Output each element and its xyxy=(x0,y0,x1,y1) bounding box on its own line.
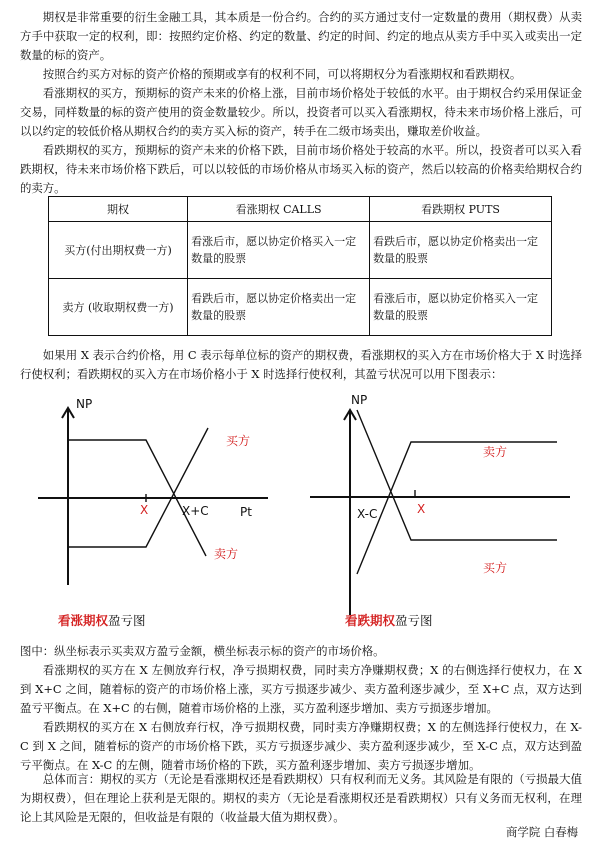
call-x-axis-label: Pt xyxy=(240,505,252,519)
table-header-row xyxy=(49,197,552,222)
call-buyer-line xyxy=(68,428,208,547)
put-breakeven-label: X-C xyxy=(357,507,378,521)
put-payoff-diagram xyxy=(305,390,575,635)
table-cell: 看跌后市，愿以协定价格卖出一定数量的股票 xyxy=(370,222,552,279)
put-diagram-caption: 看跌期权盈亏图 xyxy=(345,613,433,628)
call-buyer-label: 买方 xyxy=(226,434,251,448)
put-seller-line xyxy=(357,442,557,574)
put-seller-label: 卖方 xyxy=(483,445,508,459)
table-row xyxy=(49,222,552,279)
call-strike-label: X xyxy=(140,503,149,517)
put-y-axis-label: NP xyxy=(351,393,368,407)
call-breakeven-label: X+C xyxy=(182,504,209,518)
paragraph-classification: 按照合约买方对标的资产价格的预期或享有的权利不同，可以将期权分为看涨期权和看跌期权。 xyxy=(42,67,522,81)
table-header-cell: 看涨期权 CALLS xyxy=(188,197,370,222)
paragraph-call-explanation: 看涨期权的买方在 X 左侧放弃行权，净亏损期权费，同时卖方净赚期权费；X 的右侧选择行使权力，在 X 到 X+C 之间，随着标的资产的市场价格上涨，买方亏损逐步减少、卖方盈利逐步减少，至 X+C 点，双方达到盈亏平衡点。在 X+C 的右侧，随着市场价格的上涨，买方盈利逐步增加、卖方亏损逐步增加。 xyxy=(20,663,582,715)
table-cell: 看涨后市，愿以协定价格买入一定数量的股票 xyxy=(188,222,370,279)
table-row xyxy=(49,279,552,336)
paragraph-diagram-note: 图中：纵坐标表示买卖双方盈亏金额，横坐标表示标的资产的市场价格。 xyxy=(20,644,385,658)
options-table xyxy=(48,196,552,336)
put-strike-label: X xyxy=(417,502,426,516)
table-cell: 看跌后市，愿以协定价格卖出一定数量的股票 xyxy=(188,279,370,336)
put-buyer-line xyxy=(357,410,557,540)
paragraph-put-buyer: 看跌期权的买方，预期标的资产未来的价格下跌，目前市场价格处于较高的水平。所以，投资者可以买入看跌期权，待未来市场价格下跌后，可以以较低的市场价格从市场买入标的资产，然后以较高的价格卖给期权合约的卖方。 xyxy=(20,143,582,195)
paragraph-diagram-intro: 如果用 X 表示合约价格，用 C 表示每单位标的资产的期权费，看涨期权的买入方在市场价格大于 X 时选择行使权利；看跌期权的买入方在市场价格小于 X 时选择行使权利，其盈亏状况可以用下图表示： xyxy=(20,348,582,381)
call-seller-label: 卖方 xyxy=(214,547,239,561)
paragraph-summary: 总体而言：期权的买方（无论是看涨期权还是看跌期权）只有权利而无义务。其风险是有限的（亏损最大值为期权费），但在理论上获利是无限的。期权的卖方（无论是看涨期权还是看跌期权）只有义务而无权利，在理论上其风险是无限的，但收益是有限的（收益最大值为期权费）。 xyxy=(20,772,582,824)
table-cell: 买方(付出期权费一方) xyxy=(49,222,188,279)
author-signature: 商学院 白春梅 xyxy=(506,825,578,839)
table-cell: 卖方 (收取期权费一方) xyxy=(49,279,188,336)
call-y-axis-label: NP xyxy=(76,397,93,411)
table-header-cell: 看跌期权 PUTS xyxy=(370,197,552,222)
paragraph-put-explanation: 看跌期权的买方在 X 右侧放弃行权，净亏损期权费，同时卖方净赚期权费；X 的左侧选择行使权力，在 X-C 到 X 之间，随着标的资产的市场价格下跌，买方亏损逐步减少、卖方盈利逐步减少，至 X-C 点，双方达到盈亏平衡点。在 X-C 的左侧，随着市场价格的下跌，买方盈利逐步增加、卖方亏损逐步增加。 xyxy=(20,720,582,772)
table-cell: 看涨后市，愿以协定价格买入一定数量的股票 xyxy=(370,279,552,336)
call-payoff-diagram xyxy=(28,390,278,635)
paragraph-call-buyer: 看涨期权的买方，预期标的资产未来的价格上涨，目前市场价格处于较低的水平。由于期权合约采用保证金交易，同样数量的标的资产使用的资金数量较少。所以，投资者可以买入看涨期权，待未来市场价格上涨后，可以以约定的较低价格从期权合约的卖方买入标的资产，转手在二级市场卖出，赚取差价收益。 xyxy=(20,86,582,138)
put-buyer-label: 买方 xyxy=(483,561,508,575)
call-diagram-caption: 看涨期权盈亏图 xyxy=(58,613,146,628)
paragraph-intro: 期权是非常重要的衍生金融工具，其本质是一份合约。合约的买方通过支付一定数量的费用（期权费）从卖方手中获取一定的权利，即：按照约定价格、约定的数量、约定的时间、约定的地点从卖方手中买入或卖出一定数量的标的资产。 xyxy=(20,10,582,62)
table-header-cell: 期权 xyxy=(49,197,188,222)
